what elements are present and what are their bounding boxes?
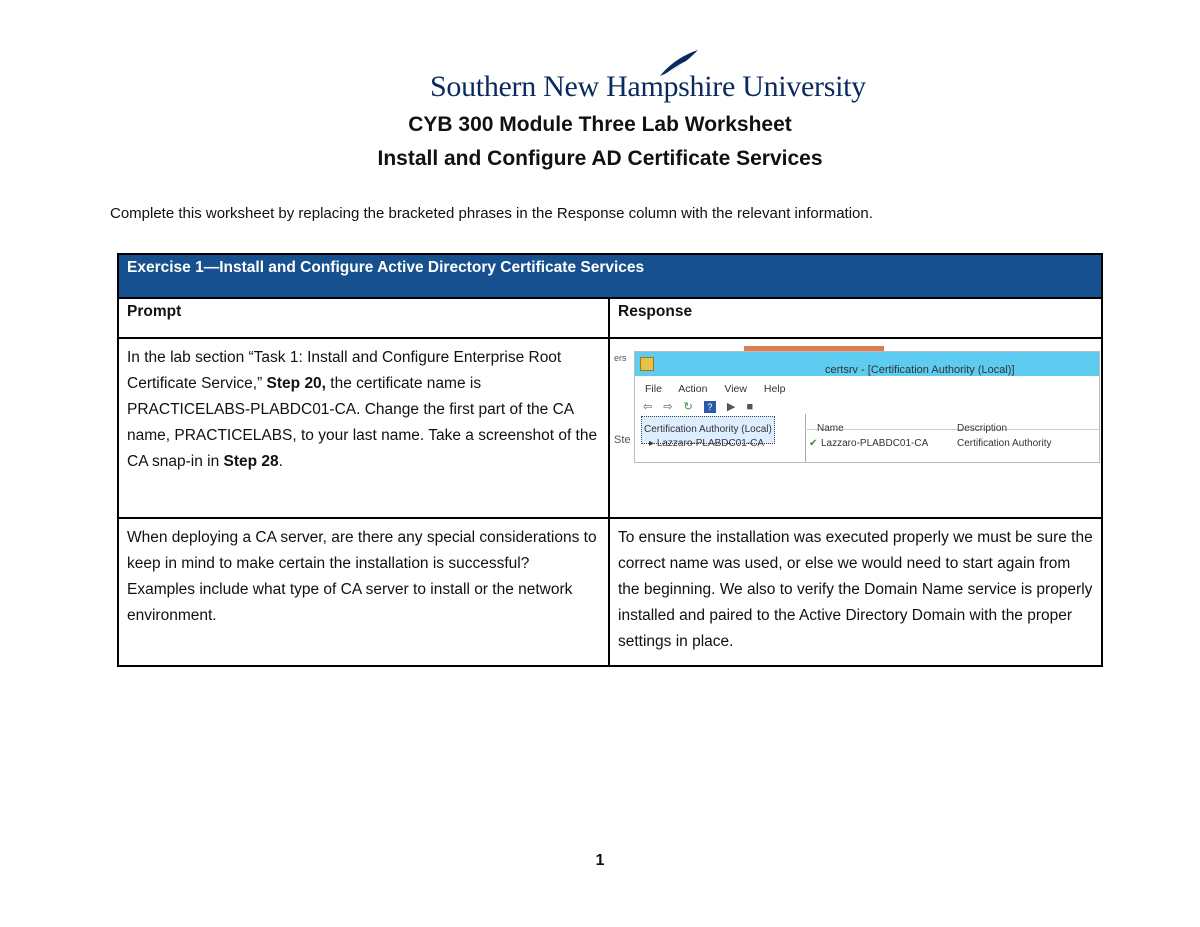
mmc-window [634,351,1100,463]
exercise-header-row [118,254,1102,298]
tree-child: ▸ Lazzaro-PLABDC01-CA [649,438,765,449]
menu-view: View [724,383,747,395]
prompt-step-ref: Step 20, [266,375,326,392]
prompt-text: In the lab section “Task 1: Install and Configure Enterprise Root Certificate Service,” [127,349,562,392]
prompt-step-ref: Step 28 [223,453,279,470]
prompt-cell: When deploying a CA server, are there any special considerations to keep in mind to make certain the installation is successful? Examples include what type of CA server to install or the network environment. [118,518,609,666]
prompt-cell [118,338,609,518]
screenshot-edge-text: Ste [614,434,631,446]
results-header [807,416,1099,434]
university-logo [430,48,866,104]
prompt-text: the certificate name is PRACTICELABS-PLABDC01-CA. Change the first part of the CA name, PRACTICELABS, to your last name. Take a screenshot of the CA snap-in in [127,375,598,470]
window-title: certsrv - [Certification Authority (Local)] [825,364,1015,376]
back-arrow-icon: ⇦ [643,401,653,413]
column-header-row [118,298,1102,338]
stop-icon: ■ [746,401,754,413]
window-title-bar [635,352,1099,376]
console-panes [635,414,1099,462]
page-title: CYB 300 Module Three Lab Worksheet [408,113,792,136]
response-cell [609,338,1102,518]
forward-arrow-icon: ⇨ [663,401,673,413]
prompt-column-header: Prompt [118,298,609,338]
response-column-header: Response [609,298,1102,338]
menu-help: Help [763,383,786,395]
tree-root: Certification Authority (Local) [641,416,775,444]
play-icon: ▶ [726,401,736,413]
toolbar [635,394,1099,414]
response-cell: To ensure the installation was executed properly we must be sure the correct name was used, or else we would need to start again from the beginning. We also to verify the Domain Name service is properly installed and paired to the Active Directory Domain with the proper settings in place. [609,518,1102,666]
help-icon: ? [704,401,716,413]
menu-action: Action [678,383,708,395]
table-row [118,338,1102,518]
screenshot-edge-text: ers [614,353,627,363]
logo-text: Southern New Hampshire University [430,70,866,103]
tree-pane [635,414,806,462]
ca-name: Lazzaro-PLABDC01-CA [821,438,929,449]
description-column-header: Description [957,423,1008,434]
table-row [118,518,1102,666]
ca-description: Certification Authority [957,438,1052,449]
worksheet-table [117,253,1103,667]
exercise-title: Exercise 1—Install and Configure Active Directory Certificate Services [118,254,1102,298]
folder-icon [640,357,654,371]
ca-icon: ✔ [809,438,818,449]
prompt-text: . [278,453,283,470]
page-number: 1 [595,852,605,869]
page-subtitle: Install and Configure AD Certificate Services [377,147,823,170]
tree-child-label: Lazzaro-PLABDC01-CA [656,438,765,449]
instructions-text: Complete this worksheet by replacing the bracketed phrases in the Response column with the relevant information. [110,205,873,222]
name-column-header: Name [817,423,844,434]
menu-file: File [645,383,662,395]
refresh-icon: ↻ [683,401,693,413]
ca-snapin-screenshot [614,345,1098,461]
